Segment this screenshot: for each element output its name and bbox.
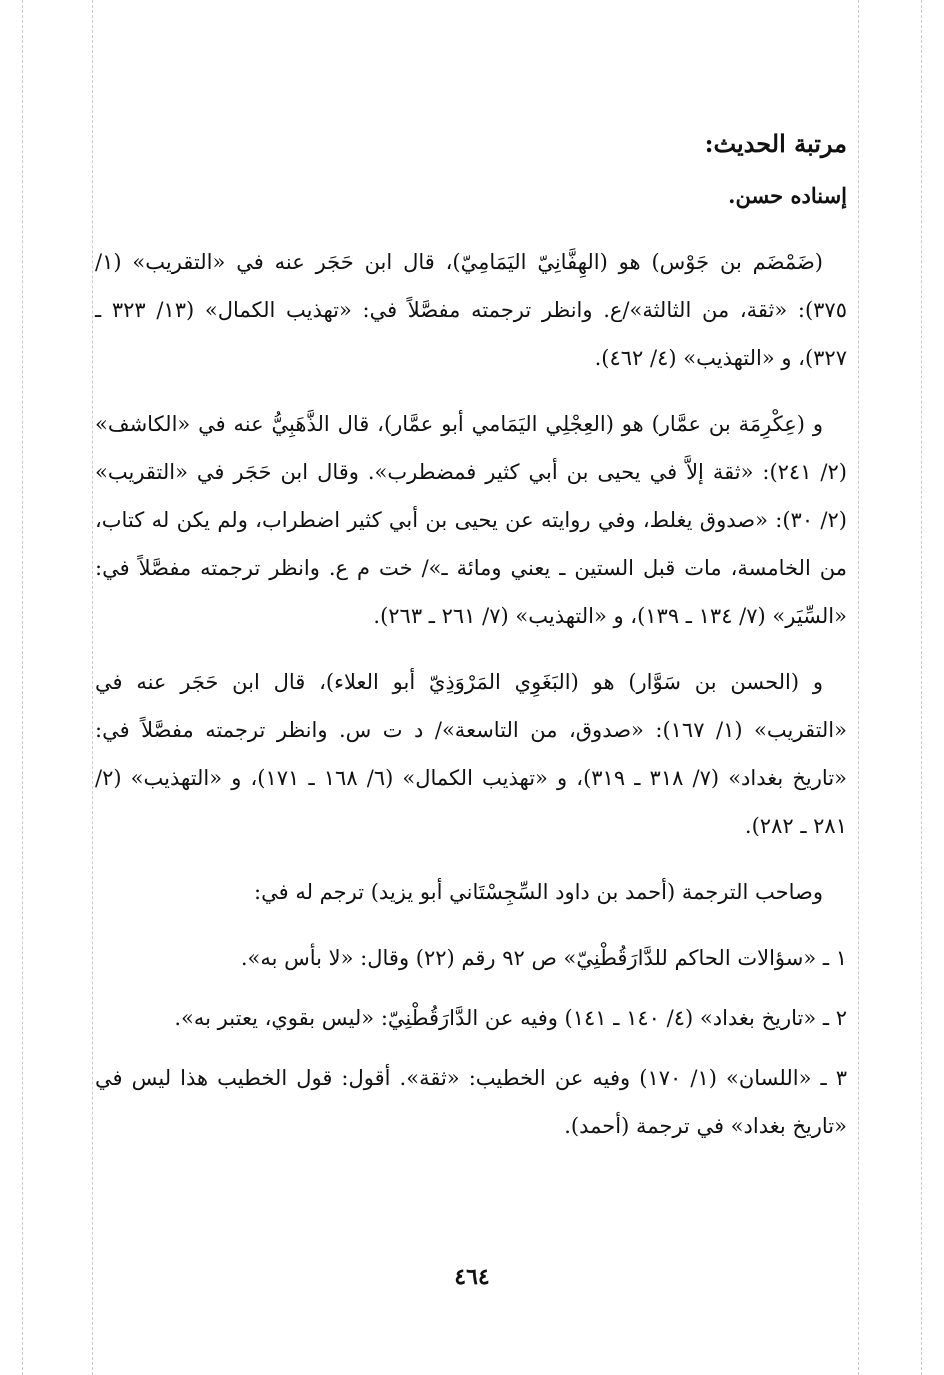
- page-body: [95, 120, 847, 1162]
- paragraph-hasan: و (الحسن بن سَوَّار) هو (البَغَوِي المَرْوَذِيّ أبو العلاء)، قال ابن حَجَر عنه في «التقريب» (١/ ١٦٧): «صدوق، من التاسعة»/ د ت س. وانظر ترجمته مفصَّلاً في: «تاريخ بغداد» (٧/ ٣١٨ ـ ٣١٩)، و «تهذيب الكمال» (٦/ ١٦٨ ـ ١٧١)، و «التهذيب» (٢/ ٢٨١ ـ ٢٨٢).: [95, 670, 848, 838]
- paragraph-subject-intro: وصاحب الترجمة (أحمد بن داود السِّجِسْتَاني أبو يزيد) ترجم له في:: [254, 880, 823, 904]
- list-item: ٣ ـ «اللسان» (١/ ١٧٠) وفيه عن الخطيب: «ثقة». أقول: قول الخطيب هذا ليس في «تاريخ بغداد» في ترجمة (أحمد).: [95, 1066, 847, 1138]
- guide-line-right-inner: [858, 0, 859, 1375]
- list-item: ١ ـ «سؤالات الحاكم للدَّارَقُطْنِيّ» ص ٩٢ رقم (٢٢) وقال: «لا بأس به».: [240, 946, 847, 970]
- guide-line-right-outer: [921, 0, 922, 1375]
- list-item: ٢ ـ «تاريخ بغداد» (٤/ ١٤٠ ـ ١٤١) وفيه عن الدَّارَقُطْنِيّ: «ليس بقوي، يعتبر به».: [174, 1006, 847, 1030]
- isnad-verdict: إسناده حسن.: [728, 183, 847, 208]
- paragraph-damdam: (ضَمْضَم بن جَوْس) هو (الهِفَّانِيّ اليَمَامِيّ)، قال ابن حَجَر عنه في «التقريب» (١/ ٣٧٥): «ثقة، من الثالثة»/ع. وانظر ترجمته مفصَّلاً في: «تهذيب الكمال» (١٣/ ٣٢٣ ـ ٣٢٧)، و «التهذيب» (٤/ ٤٦٢).: [95, 250, 847, 370]
- paragraph-ikrima: و (عِكْرِمَة بن عمَّار) هو (العِجْلِي اليَمَامي أبو عمَّار)، قال الذَّهَبِيُّ عنه في «الكاشف» (٢/ ٢٤١): «ثقة إلاَّ في يحيى بن أبي كثير فمضطرب». وقال ابن حَجَر في «التقريب» (٢/ ٣٠): «صدوق يغلط، وفي روايته عن يحيى بن أبي كثير اضطراب، ولم يكن له كتاب، من الخامسة، مات قبل الستين ـ يعني ومائة ـ»/ خت م ع. وانظر ترجمته مفصَّلاً في: «السِّيَر» (٧/ ١٣٤ ـ ١٣٩)، و «التهذيب» (٧/ ٢٦١ ـ ٢٦٣).: [95, 412, 847, 628]
- guide-line-left-outer: [22, 0, 23, 1375]
- page-number: ٤٦٤: [454, 1264, 490, 1290]
- section-heading: مرتبة الحديث:: [704, 129, 847, 158]
- guide-line-left-inner: [92, 0, 93, 1375]
